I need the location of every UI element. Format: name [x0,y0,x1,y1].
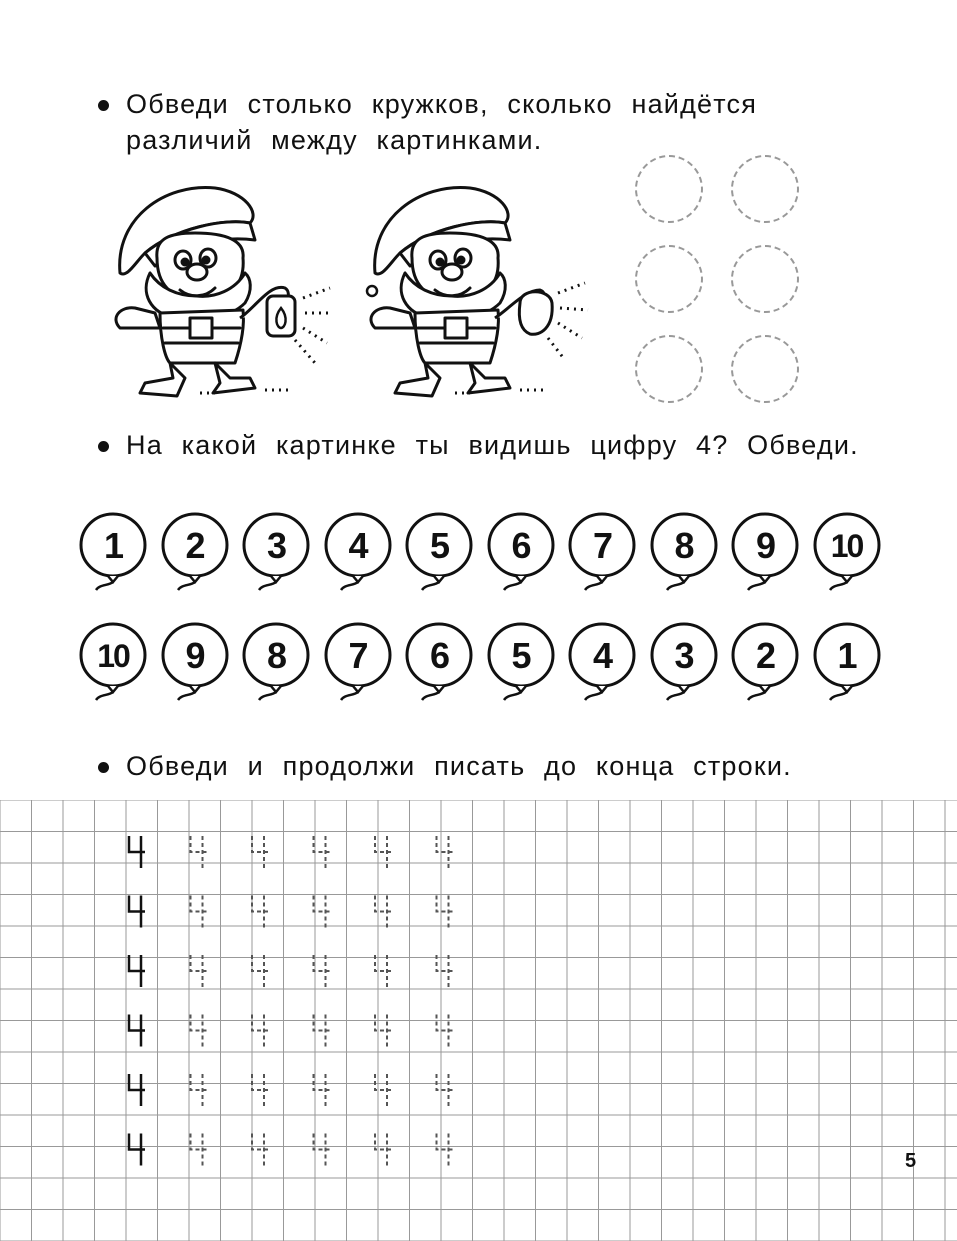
trace-digit-dashed [314,1074,330,1106]
balloon-3[interactable] [649,622,719,707]
balloon-1[interactable] [812,622,882,707]
trace-digit-dashed [375,1074,391,1106]
trace-digit-dashed [314,955,330,987]
balloon-number: 6 [511,525,530,566]
trace-digit-dashed [375,955,391,987]
balloon-number: 10 [830,527,863,564]
answer-circle[interactable] [635,335,703,403]
trace-digit-dashed [314,1134,330,1166]
balloon-2[interactable] [160,512,230,597]
trace-digit-dashed [437,955,453,987]
balloon-number: 8 [674,525,693,566]
trace-digit-dashed [191,955,207,987]
balloon-5[interactable] [404,512,474,597]
balloon-number: 2 [755,635,775,676]
writing-grid[interactable] [0,800,957,1241]
sample-digit [129,1134,145,1166]
answer-circle[interactable] [731,335,799,403]
balloon-4[interactable] [323,512,393,597]
balloon-5[interactable] [486,622,556,707]
balloon-number: 1 [837,635,856,676]
balloon-number: 5 [511,635,530,676]
balloon-number: 8 [266,635,286,676]
balloon-number: 4 [592,635,612,676]
page-number: 5 [905,1150,917,1172]
sample-digit [129,1015,145,1047]
balloon-6[interactable] [404,622,474,707]
balloon-9[interactable] [160,622,230,707]
trace-digit-dashed [191,1074,207,1106]
task-1-line-2: различий между картинками. [126,125,543,155]
balloon-1[interactable] [78,512,148,597]
balloon-number: 3 [266,525,286,566]
answer-circle[interactable] [731,155,799,223]
sample-digit [129,955,145,987]
trace-digit-dashed [437,896,453,928]
answer-circle[interactable] [635,155,703,223]
trace-digit-dashed [375,896,391,928]
balloon-number: 3 [674,635,693,676]
balloon-number: 10 [97,637,129,674]
sample-digit [129,1074,145,1106]
trace-digit-dashed [437,1015,453,1047]
trace-digit-dashed [252,1074,268,1106]
balloon-3[interactable] [241,512,311,597]
trace-digit-dashed [314,896,330,928]
trace-digit-dashed [191,896,207,928]
answer-circle[interactable] [731,245,799,313]
balloon-7[interactable] [567,512,637,597]
trace-digit-dashed [375,1015,391,1047]
trace-digit-dashed [437,1074,453,1106]
balloon-4[interactable] [567,622,637,707]
answer-circles [635,155,810,410]
bullet-icon [98,762,109,773]
bullet-icon [98,441,109,452]
trace-digit-dashed [252,896,268,928]
balloon-number: 7 [348,635,367,676]
task-3-instruction [100,748,900,784]
task-2-text: На какой картинке ты видишь цифру 4? Обведи. [126,430,859,460]
balloon-number: 2 [185,525,204,566]
gnome-pictures [105,178,605,403]
bullet-icon [98,100,109,111]
balloon-8[interactable] [649,512,719,597]
balloon-number: 4 [348,525,367,566]
balloon-8[interactable] [241,622,311,707]
trace-digit-dashed [314,1015,330,1047]
answer-circle[interactable] [635,245,703,313]
balloon-number: 9 [185,635,204,676]
balloon-number: 7 [592,525,612,566]
trace-digit-dashed [191,1134,207,1166]
balloon-10[interactable] [812,512,882,597]
task-1-line-1: Обведи столько кружков, сколько найдётся [126,89,758,119]
balloon-number: 5 [429,525,449,566]
trace-digit-dashed [375,1134,391,1166]
task-2-instruction [100,427,900,463]
balloon-2[interactable] [730,622,800,707]
balloon-6[interactable] [486,512,556,597]
balloon-7[interactable] [323,622,393,707]
trace-digit-dashed [252,1134,268,1166]
trace-digit-dashed [252,1015,268,1047]
trace-digit-dashed [252,955,268,987]
trace-digit-dashed [437,1134,453,1166]
balloon-number: 6 [429,635,449,676]
balloon-number: 1 [103,525,123,566]
balloon-10[interactable] [78,622,148,707]
balloon-number: 9 [755,525,775,566]
sample-digit [129,896,145,928]
task-1-instruction [100,86,800,158]
trace-digit-dashed [191,1015,207,1047]
balloon-9[interactable] [730,512,800,597]
task-3-text: Обведи и продолжи писать до конца строки. [126,751,792,781]
